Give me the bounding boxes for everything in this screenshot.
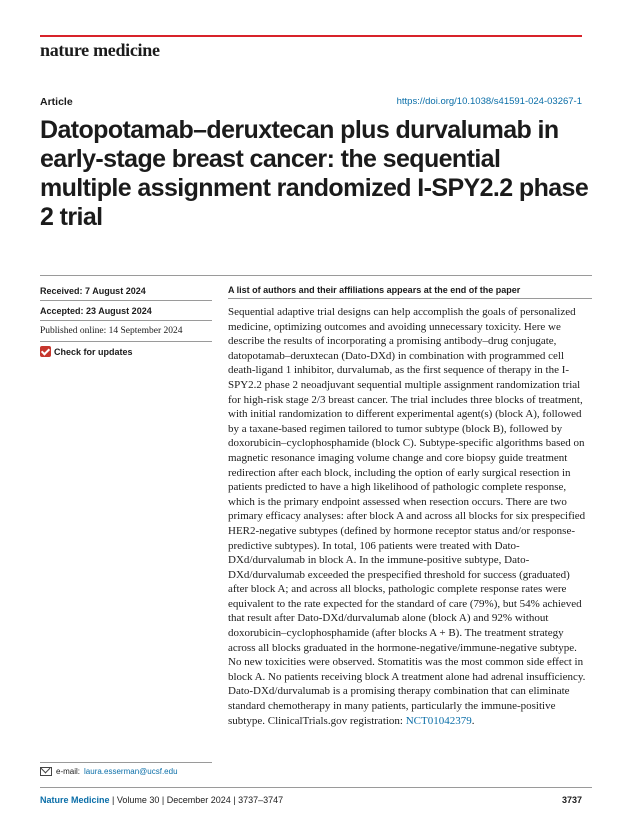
footer-journal[interactable]: Nature Medicine — [40, 795, 110, 805]
meta-divider — [40, 320, 212, 321]
received-date: Received: 7 August 2024 — [40, 286, 146, 296]
abstract-text: Sequential adaptive trial designs can help accomplish the goals of personalized medicine, optimizing outcomes and avoiding unnecessary toxicity. Here we describe the results of incorporating a promising antibody–drug conjugate, datopotamab–deruxtecan (Dato-DXd) in combination with programmed cell death-ligand 1 inhibitor, durvalumab, as the first sequence of therapy in the I-SPY2.2 phase 2 neoadjuvant sequential multiple assignment randomization trial for high-risk stage 2/3 breast cancer. The trial includes three blocks of treatment, with initial randomization to different experimental agent(s) (block A), followed by a taxane-based regimen tailored to tumor subtype (block B), followed by doxorubicin–cyclophosphamide (block C). Subtype-specific algorithms based on magnetic resonance imaging volume change and core biopsy guide treatment redirection after each block, including the option of early surgical resection in patients predicted to have a high likelihood of pathologic complete response, which is the primary endpoint assessed when resection occurs. There are two primary efficacy analyses: after block A and across all blocks for six prespecified HER2-negative subtypes (defined by hormone receptor status and/or response-predictive subtypes). In total, 106 patients were treated with Dato-DXd/durvalumab in block A. In the immune-positive subtype, Dato-DXd/durvalumab exceeded the prespecified threshold for success (graduated) after block A; and across all blocks, pathologic complete response rates were equivalent to the rate expected for the standard of care (79%), but 54% achieved that result after Dato-DXd/durvalumab alone (block A) and 92% without doxorubicin–cyclophosphamide (after blocks A + B). The treatment strategy across all blocks graduated in the hormone-negative/immune-negative subtype. No new toxicities were observed. Stomatitis was the most common side effect in block A. No patients receiving block A treatment alone had adrenal insufficiency. Dato-DXd/durvalumab is a promising therapy combination that can eliminate standard chemotherapy in many patients, particularly the immune-positive subtype. — [228, 306, 586, 727]
check-updates-icon — [40, 346, 51, 357]
check-for-updates-button[interactable] — [40, 346, 133, 357]
header-accent-line — [40, 35, 582, 37]
footer-divider — [40, 787, 592, 788]
meta-divider — [40, 300, 212, 301]
registration-prefix: ClinicalTrials.gov registration: — [264, 714, 406, 727]
published-date: Published online: 14 September 2024 — [40, 326, 183, 336]
page-number: 3737 — [561, 795, 582, 805]
article-type-label: Article — [40, 96, 73, 108]
article-title: Datopotamab–deruxtecan plus durvalumab in early-stage breast cancer: the sequential multiple assignment randomized I-SPY2.2 phase 2 trial — [40, 116, 589, 231]
title-divider — [40, 275, 592, 276]
trial-registration-link[interactable]: NCT01042379 — [405, 714, 472, 727]
email-label: e-mail: — [56, 767, 81, 776]
email-divider — [40, 762, 212, 763]
doi-link[interactable]: https://doi.org/10.1038/s41591-024-03267-1 — [396, 96, 582, 107]
journal-name[interactable]: nature medicine — [40, 40, 160, 60]
registration-suffix: . — [471, 714, 475, 727]
mail-icon — [40, 767, 52, 776]
meta-divider — [40, 341, 212, 342]
footer-volume: | Volume 30 | December 2024 | 3737–3747 — [109, 795, 284, 805]
check-for-updates-label: Check for updates — [54, 346, 133, 357]
footer-citation — [40, 795, 283, 805]
abstract-divider — [228, 298, 592, 299]
accepted-date: Accepted: 23 August 2024 — [40, 306, 152, 316]
abstract — [228, 305, 592, 728]
email-link[interactable]: laura.esserman@ucsf.edu — [84, 767, 178, 776]
corresponding-email — [40, 767, 178, 776]
authors-note: A list of authors and their affiliations appears at the end of the paper — [228, 285, 521, 295]
